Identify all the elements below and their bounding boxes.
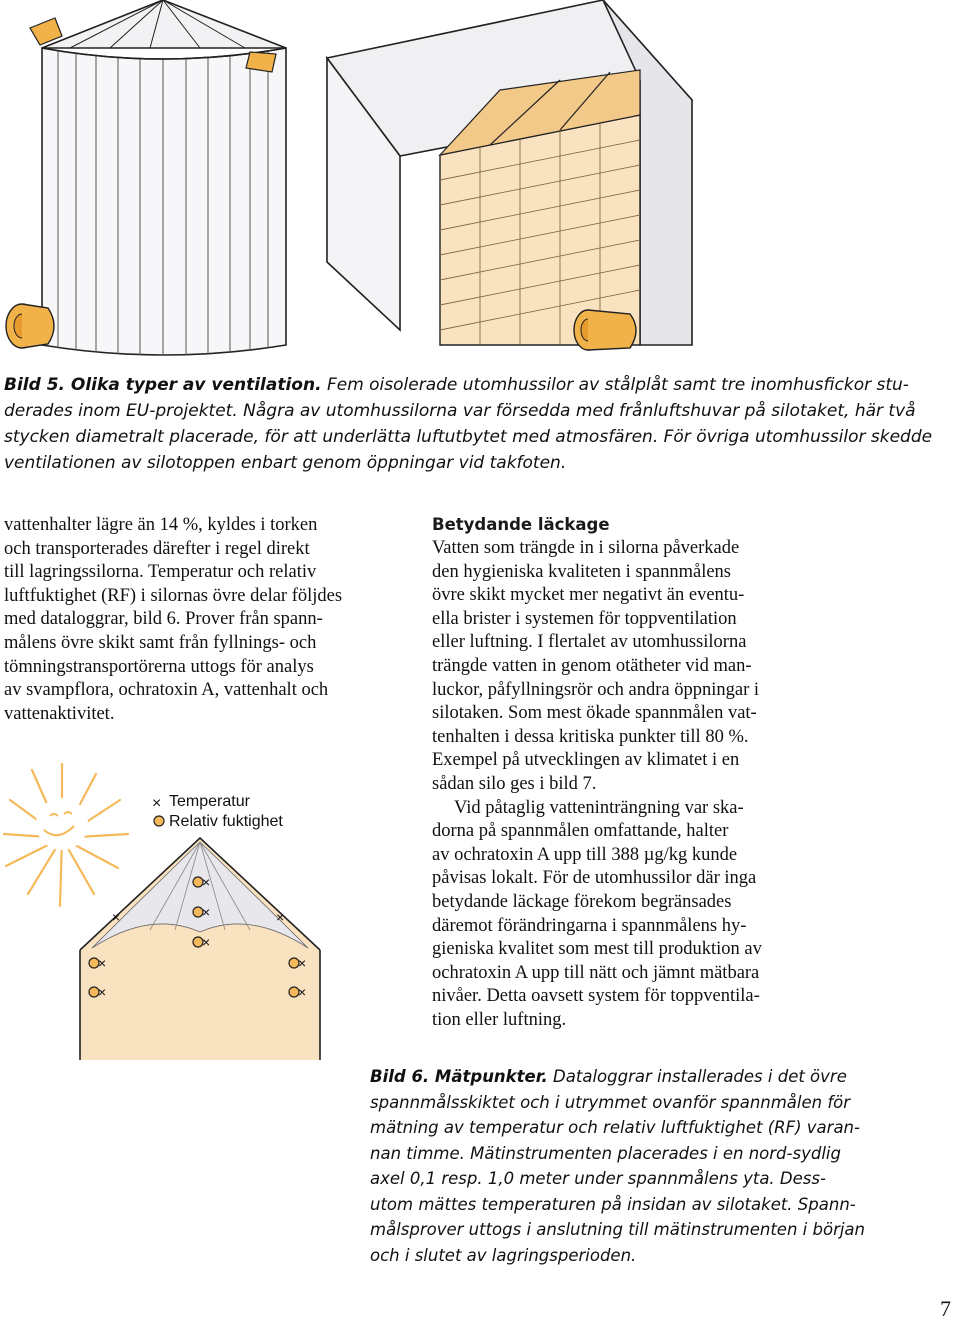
text-line: sådan silo ges i bild 7. <box>432 773 597 794</box>
text-line: Vatten som trängde in i silorna påverkade <box>432 538 740 558</box>
text-line: luftfuktighet (RF) i silornas övre delar följdes <box>4 585 343 606</box>
temperature-marker-icon: × <box>152 795 162 812</box>
text-line: den hygieniska kvaliteten i spannmålens <box>432 561 732 582</box>
figure6-caption <box>370 1064 890 1268</box>
figure6-legend <box>169 792 283 832</box>
figure6-caption-line: målsprover uttogs i anslutning till mätinstrumenten i början <box>370 1220 865 1239</box>
text-line: eller luftning. I flertalet av utomhussilorna <box>432 632 747 653</box>
text-line: av ochratoxin A upp till 388 µg/kg kunde <box>432 844 738 865</box>
right-column-paragraph-1 <box>432 537 842 797</box>
left-column-paragraph <box>4 514 404 726</box>
text-line: av svampflora, ochratoxin A, vattenhalt och <box>4 680 329 701</box>
text-line: och transporterades därefter i regel direkt <box>4 538 310 559</box>
text-line: tömningstransportörerna uttogs för analys <box>4 656 314 677</box>
figure5-caption <box>4 372 954 476</box>
text-line: betydande läckage förekom begränsades <box>432 891 732 912</box>
svg-text:×: × <box>298 955 307 971</box>
sun-icon <box>4 764 128 906</box>
figure6-caption-line: Dataloggrar installerades i det övre <box>553 1067 847 1086</box>
right-column-paragraph-2 <box>432 797 842 1033</box>
text-line: målens övre skikt samt från fyllnings- och <box>4 632 317 653</box>
text-line: med dataloggrar, bild 6. Prover från spann- <box>4 609 323 630</box>
text-line: ella brister i systemen för toppventilation <box>432 608 737 629</box>
text-line: till lagringssilorna. Temperatur och relativ <box>4 562 317 583</box>
figure6-caption-line: spannmålsskiktet och i utrymmet ovanför spannmålen för <box>370 1092 851 1112</box>
svg-text:×: × <box>98 984 107 1000</box>
text-line: silotaken. Som mest ökade spannmålen vat- <box>432 703 757 724</box>
silo-cross-section <box>80 838 320 1060</box>
text-line: vattenhalter lägre än 14 %, kyldes i torken <box>4 515 318 535</box>
right-column <box>432 514 842 1032</box>
figure5-caption-line: Fem oisolerade utomhussilor av stålplåt samt tre inomhusfickor stu- <box>326 375 909 395</box>
figure6-caption-line: och i slutet av lagringsperioden. <box>370 1245 637 1265</box>
roof-temperature-point: × <box>112 909 121 925</box>
section-heading: Betydande läckage <box>432 515 610 534</box>
svg-text:×: × <box>202 934 211 950</box>
text-line: påvisas lokalt. För de utomhussilor där inga <box>432 868 757 889</box>
text-line: gieniska kvalitet som mest till produktion av <box>432 939 762 960</box>
text-line: nivåer. Detta oavsett system för toppventila- <box>432 986 760 1007</box>
figure6-caption-line: utom mättes temperaturen på insidan av silotaket. Spann- <box>370 1194 856 1214</box>
text-line: däremot förändringarna i spannmålens hy- <box>432 915 747 936</box>
figure5-caption-line: derades inom EU-projektet. Några av utomhussilorna var försedda med frånluftshuvar på silotaket, här två <box>4 401 916 421</box>
figure5-caption-line: stycken diametralt placerade, för att underlätta luftutbytet med atmosfären. För övriga utomhussilor skedde <box>4 427 933 447</box>
text-line: dorna på spannmålen omfattande, halter <box>432 821 729 842</box>
text-line: övre skikt mycket mer negativt än eventu- <box>432 585 745 606</box>
text-line: tenhalten i dessa kritiska punkter till 80 %. <box>432 726 749 747</box>
figure5-illustration <box>0 0 960 365</box>
svg-text:×: × <box>202 874 211 890</box>
text-line: Exempel på utvecklingen av klimatet i en <box>432 750 740 771</box>
text-line: trängde vatten in genom otätheter vid man- <box>432 655 752 676</box>
figure6-caption-label: Bild 6. Mätpunkter. <box>370 1067 548 1086</box>
svg-text:×: × <box>202 904 211 920</box>
page-number: 7 <box>940 1296 951 1321</box>
text-line: vattenaktivitet. <box>4 703 115 724</box>
outdoor-silo <box>6 0 286 355</box>
figure6-caption-line: axel 0,1 resp. 1,0 meter under spannmålens yta. Dess- <box>370 1169 826 1188</box>
indoor-storage-building <box>327 0 692 350</box>
figure6-caption-line: mätning av temperatur och relativ luftfuktighet (RF) varan- <box>370 1118 860 1137</box>
text-line: ochratoxin A upp till nätt och jämnt mätbara <box>432 962 760 983</box>
legend-temperature: Temperatur <box>169 793 250 810</box>
text-line: luckor, påfyllningsrör och andra öppningar i <box>432 679 760 700</box>
text-line: tion eller luftning. <box>432 1009 567 1030</box>
figure5-caption-line: ventilationen av silotoppen enbart genom öppningar vid takfoten. <box>4 453 567 473</box>
figure5-caption-label: Bild 5. Olika typer av ventilation. <box>4 375 322 395</box>
text-line: Vid påtaglig vatteninträngning var ska- <box>454 797 744 818</box>
legend-humidity: Relativ fuktighet <box>169 813 283 830</box>
figure6-caption-line: nan timme. Mätinstrumenten placerades i en nord-sydlig <box>370 1143 841 1163</box>
svg-text:×: × <box>98 955 107 971</box>
roof-temperature-point: × <box>276 909 285 925</box>
svg-text:×: × <box>298 984 307 1000</box>
humidity-marker-icon <box>154 816 164 826</box>
